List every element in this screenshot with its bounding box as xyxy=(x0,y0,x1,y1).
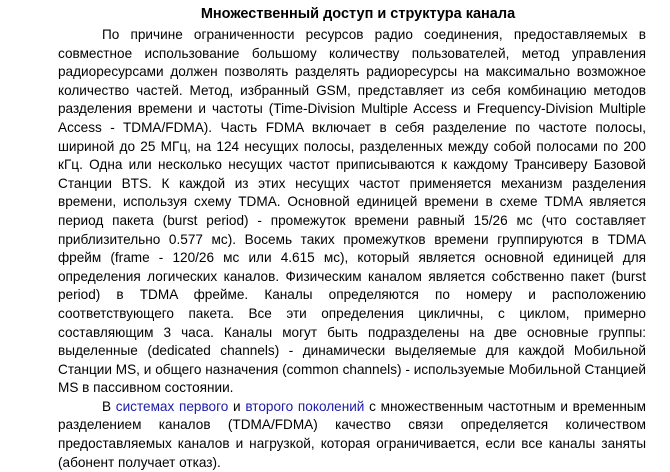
paragraph-generations xyxy=(58,398,646,472)
link-first-generation-systems[interactable]: системах первого xyxy=(115,398,229,414)
page-title: Множественный доступ и структура канала xyxy=(200,6,516,22)
paragraph2-text-3: с множественным частотным и временным разделением каналов (TDMA/FDMA) качество связи определяется количеством предоставляемых каналов и нагрузкой, которая ограничивается, если все каналы заняты (абонент получает отказ). xyxy=(58,398,646,470)
paragraph-multiple-access: По причине ограниченности ресурсов радио соединения, предоставляемых в совместное использование большому количеству пользователей, метод управления радиоресурсами должен позволять разделять радиоресурсы на максимально возможное количество частей. Метод, избранный GSM, представляет из себя комбинацию методов разделения времени и частоты (Time-Division Multiple Access и Frequency-Division Multiple Access - TDMA/FDMA). Часть FDMA включает в себя разделение по частоте полосы, шириной до 25 МГц, на 124 несущих полосы, разделенных между собой полосами по 200 кГц. Одна или несколько несущих частот приписываются к каждому Трансиверу Базовой Станции BTS. К каждой из этих несущих частот применяется механизм разделения времени, используя схему TDMA. Основной единицей времени в схеме TDMA является период пакета (burst period) - промежуток времени равный 15/26 мс (что составляет приблизительно 0.577 мс). Восемь таких промежутков времени группируются в TDMA фрейм (frame - 120/26 мс или 4.615 мс), который является основной единицей для определения логических каналов. Физическим каналом является собственно пакет (burst period) в TDMA фрейме. Каналы определяются по номеру и расположению соответствующего пакета. Все эти определения цикличны, с циклом, примерно составляющим 3 часа. Каналы могут быть подразделены на две основные группы: выделенные (dedicated channels) - динамически выделяемые для каждой Мобильной Станции MS, и общего назначения (common channels) - используемые Мобильной Станцией MS в пассивном состоянии. xyxy=(58,27,646,396)
link-second-generation[interactable]: второго поколений xyxy=(245,398,365,414)
paragraph2-text-2: и xyxy=(228,398,246,414)
paragraph2-text-1: В xyxy=(102,398,116,414)
